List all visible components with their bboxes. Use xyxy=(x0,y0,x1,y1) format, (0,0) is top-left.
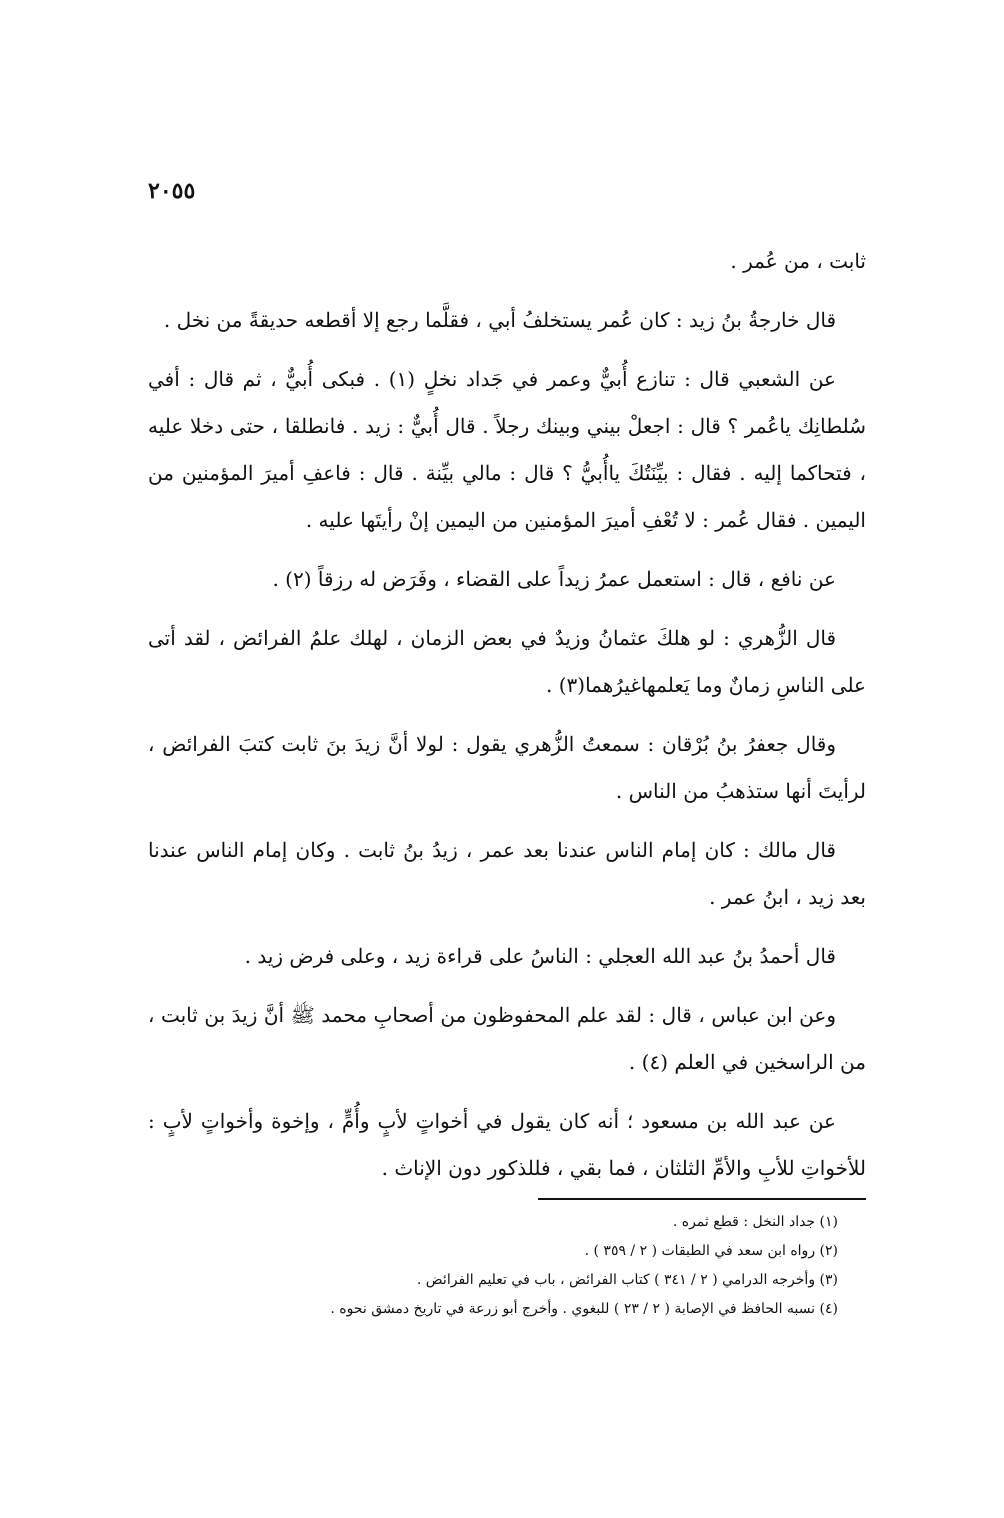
footnote-1: (١) جداد النخل : قطع ثمره . xyxy=(672,1214,838,1230)
footnote-divider xyxy=(538,1198,866,1200)
footnote-2: (٢) رواه ابن سعد في الطبقات ( ٢ / ٣٥٩ ) . xyxy=(584,1243,838,1259)
paragraph-ahmad: قال أحمدُ بنُ عبد الله العجلي : الناسُ على قراءة زيد ، وعلى فرض زيد . xyxy=(244,944,836,968)
paragraph-shabi: عن الشعبي قال : تنازع أُبيٌّ وعمر في جَداد نخلٍ (١) . فبكى أُبيٌّ ، ثم قال : أفي سُلطانِك ياعُمر ؟ قال : اجعلْ بيني وبينك رجلاً . قال أُبيٌّ : زيد . فانطلقا ، حتى دخلا عليه ، فتحاكما إليه . فقال : بيِّنَتُكَ ياأُبيُّ ؟ قال : مالي بيِّنة . قال : فاعفِ أميرَ المؤمنين من اليمين . فقال عُمر : لا تُعْفِ أميرَ المؤمنين من اليمين إنْ رأيتَها عليه . xyxy=(148,367,866,532)
page-number: ٢٠٥٥ xyxy=(148,178,196,204)
footnote-4: (٤) نسبه الحافظ في الإصابة ( ٢ / ٢٣ ) للبغوي . وأخرج أبو زرعة في تاريخ دمشق نحوه . xyxy=(330,1301,838,1317)
paragraph-nafi: عن نافع ، قال : استعمل عمرُ زيداً على القضاء ، وفَرَض له رزقاً (٢) . xyxy=(272,567,836,591)
footnotes xyxy=(148,1208,866,1324)
paragraph-ibn-abbas: وعن ابن عباس ، قال : لقد علم المحفوظون من أصحابِ محمد ﷺ أنَّ زيدَ بن ثابت ، من الراسخين في العلم (٤) . xyxy=(148,1003,866,1074)
paragraph-malik: قال مالك : كان إمام الناس عندنا بعد عمر ، زيدُ بنُ ثابت . وكان إمام الناس عندنا بعد زيد ، ابنُ عمر . xyxy=(148,838,866,909)
paragraph-jafar: وقال جعفرُ بنُ بُرْقان : سمعتُ الزُّهري يقول : لولا أنَّ زيدَ بنَ ثابت كتبَ الفرائض ، لرأيتَ أنها ستذهبُ من الناس . xyxy=(148,732,866,803)
main-text xyxy=(148,238,866,1204)
paragraph-kharija: قال خارجةُ بنُ زيد : كان عُمر يستخلفُ أبي ، فقلَّما رجع إلا أقطعه حديقةً من نخل . xyxy=(163,308,836,332)
paragraph-continuation: ثابت ، من عُمر . xyxy=(730,249,866,273)
footnote-3: (٣) وأخرجه الدرامي ( ٢ / ٣٤١ ) كتاب الفرائض ، باب في تعليم الفرائض . xyxy=(416,1272,838,1288)
paragraph-ibn-masud: عن عبد الله بن مسعود ؛ أنه كان يقول في أخواتٍ لأبٍ وأُمٍّ ، وإخوة وأخواتٍ لأبٍ : للأخواتِ للأبِ والأمِّ الثلثان ، فما بقي ، فللذكور دون الإناث . xyxy=(148,1109,866,1180)
paragraph-zuhri: قال الزُّهري : لو هلكَ عثمانُ وزيدٌ في بعض الزمان ، لهلك علمُ الفرائض ، لقد أتى على الناسِ زمانٌ وما يَعلمهاغيرُهما(٣) . xyxy=(148,626,866,697)
